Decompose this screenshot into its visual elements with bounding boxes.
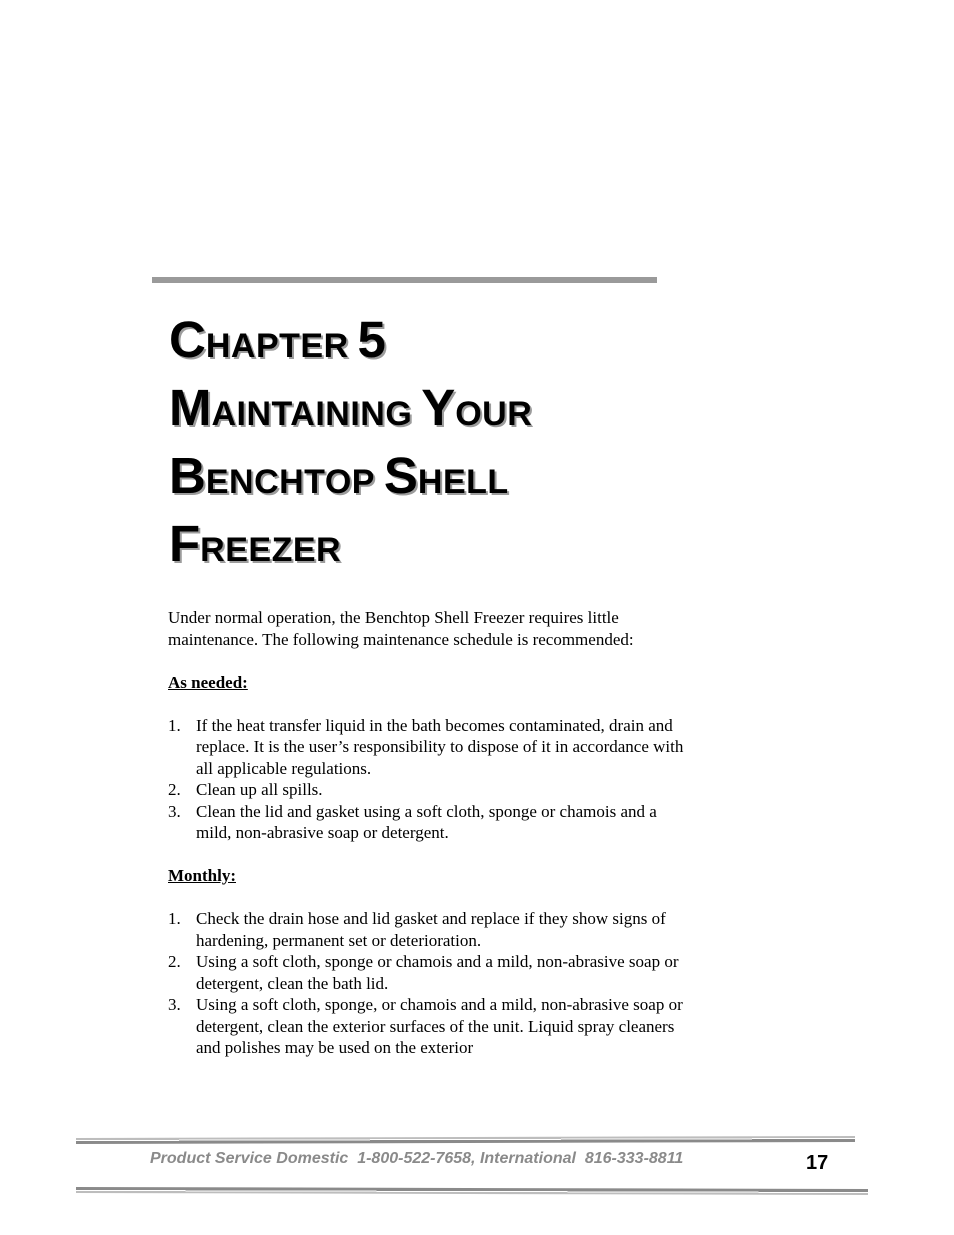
chapter-title-rest: AINTAINING bbox=[211, 395, 413, 433]
chapter-title-word bbox=[169, 447, 375, 504]
list-item bbox=[168, 994, 688, 1059]
list-item-number: 3. bbox=[168, 995, 181, 1014]
as-needed-list bbox=[168, 715, 688, 844]
chapter-title-word bbox=[169, 311, 349, 368]
chapter-title-initial: B bbox=[169, 447, 206, 504]
chapter-title-line bbox=[169, 306, 729, 374]
list-item-text: Check the drain hose and lid gasket and replace if they show signs of hardening, permanent set or deterioration. bbox=[196, 909, 666, 950]
chapter-title-initial: M bbox=[169, 379, 212, 436]
list-item bbox=[168, 951, 688, 994]
chapter-title-rest: REEZER bbox=[200, 531, 342, 569]
document-body bbox=[168, 607, 688, 1080]
list-item-number: 2. bbox=[168, 952, 181, 971]
chapter-title-word bbox=[383, 447, 509, 504]
chapter-title-word bbox=[357, 311, 386, 368]
section-heading-monthly: Monthly: bbox=[168, 866, 236, 885]
chapter-title-initial: C bbox=[169, 311, 206, 368]
list-item-text: If the heat transfer liquid in the bath becomes contaminated, drain and replace. It is the user’s responsibility to dispose of it in accordance with all applicable regulations. bbox=[196, 715, 684, 778]
list-item-number: 1. bbox=[168, 715, 181, 735]
list-item bbox=[168, 908, 688, 951]
list-item-text: Using a soft cloth, sponge or chamois and a mild, non-abrasive soap or detergent, clean the bath lid. bbox=[196, 952, 679, 993]
chapter-top-rule bbox=[152, 277, 657, 283]
chapter-title-word bbox=[421, 379, 533, 436]
chapter-title-rest: HELL bbox=[417, 463, 509, 501]
monthly-list bbox=[168, 908, 688, 1059]
list-item bbox=[168, 801, 688, 844]
list-item-text: Using a soft cloth, sponge, or chamois and a mild, non-abrasive soap or detergent, clean the exterior surfaces of the unit. Liquid spray cleaners and polishes may be used on the exterior bbox=[196, 995, 683, 1057]
chapter-title-line bbox=[169, 442, 729, 510]
list-item-text: Clean the lid and gasket using a soft cloth, sponge or chamois and a mild, non-abrasive soap or detergent. bbox=[196, 801, 657, 842]
chapter-title-initial: Y bbox=[421, 379, 456, 436]
chapter-title-rest: OUR bbox=[455, 395, 533, 433]
footer-rule-bottom bbox=[76, 1187, 868, 1195]
footer-contact-text: Product Service Domestic 1-800-522-7658, International 816-333-8811 bbox=[150, 1150, 684, 1167]
list-item-number: 2. bbox=[168, 780, 181, 799]
chapter-title bbox=[169, 306, 729, 578]
list-item-number: 3. bbox=[168, 801, 181, 821]
footer-rule-top bbox=[76, 1136, 855, 1144]
chapter-title-word bbox=[169, 515, 342, 572]
chapter-title-initial: S bbox=[383, 447, 418, 504]
intro-paragraph: Under normal operation, the Benchtop Shell Freezer requires little maintenance. The following maintenance schedule is recommended: bbox=[168, 608, 634, 649]
list-item bbox=[168, 779, 688, 801]
list-item-number: 1. bbox=[168, 909, 181, 928]
section-heading-as-needed: As needed: bbox=[168, 672, 248, 692]
chapter-title-initial: 5 bbox=[357, 311, 386, 368]
chapter-title-rest: ENCHTOP bbox=[205, 463, 375, 501]
list-item-text: Clean up all spills. bbox=[196, 780, 323, 799]
page-number: 17 bbox=[806, 1152, 829, 1174]
chapter-title-line bbox=[169, 510, 729, 578]
chapter-title-line bbox=[169, 374, 729, 442]
chapter-title-rest: HAPTER bbox=[205, 327, 349, 365]
chapter-title-initial: F bbox=[169, 515, 201, 572]
chapter-title-word bbox=[169, 379, 413, 436]
list-item bbox=[168, 715, 688, 780]
